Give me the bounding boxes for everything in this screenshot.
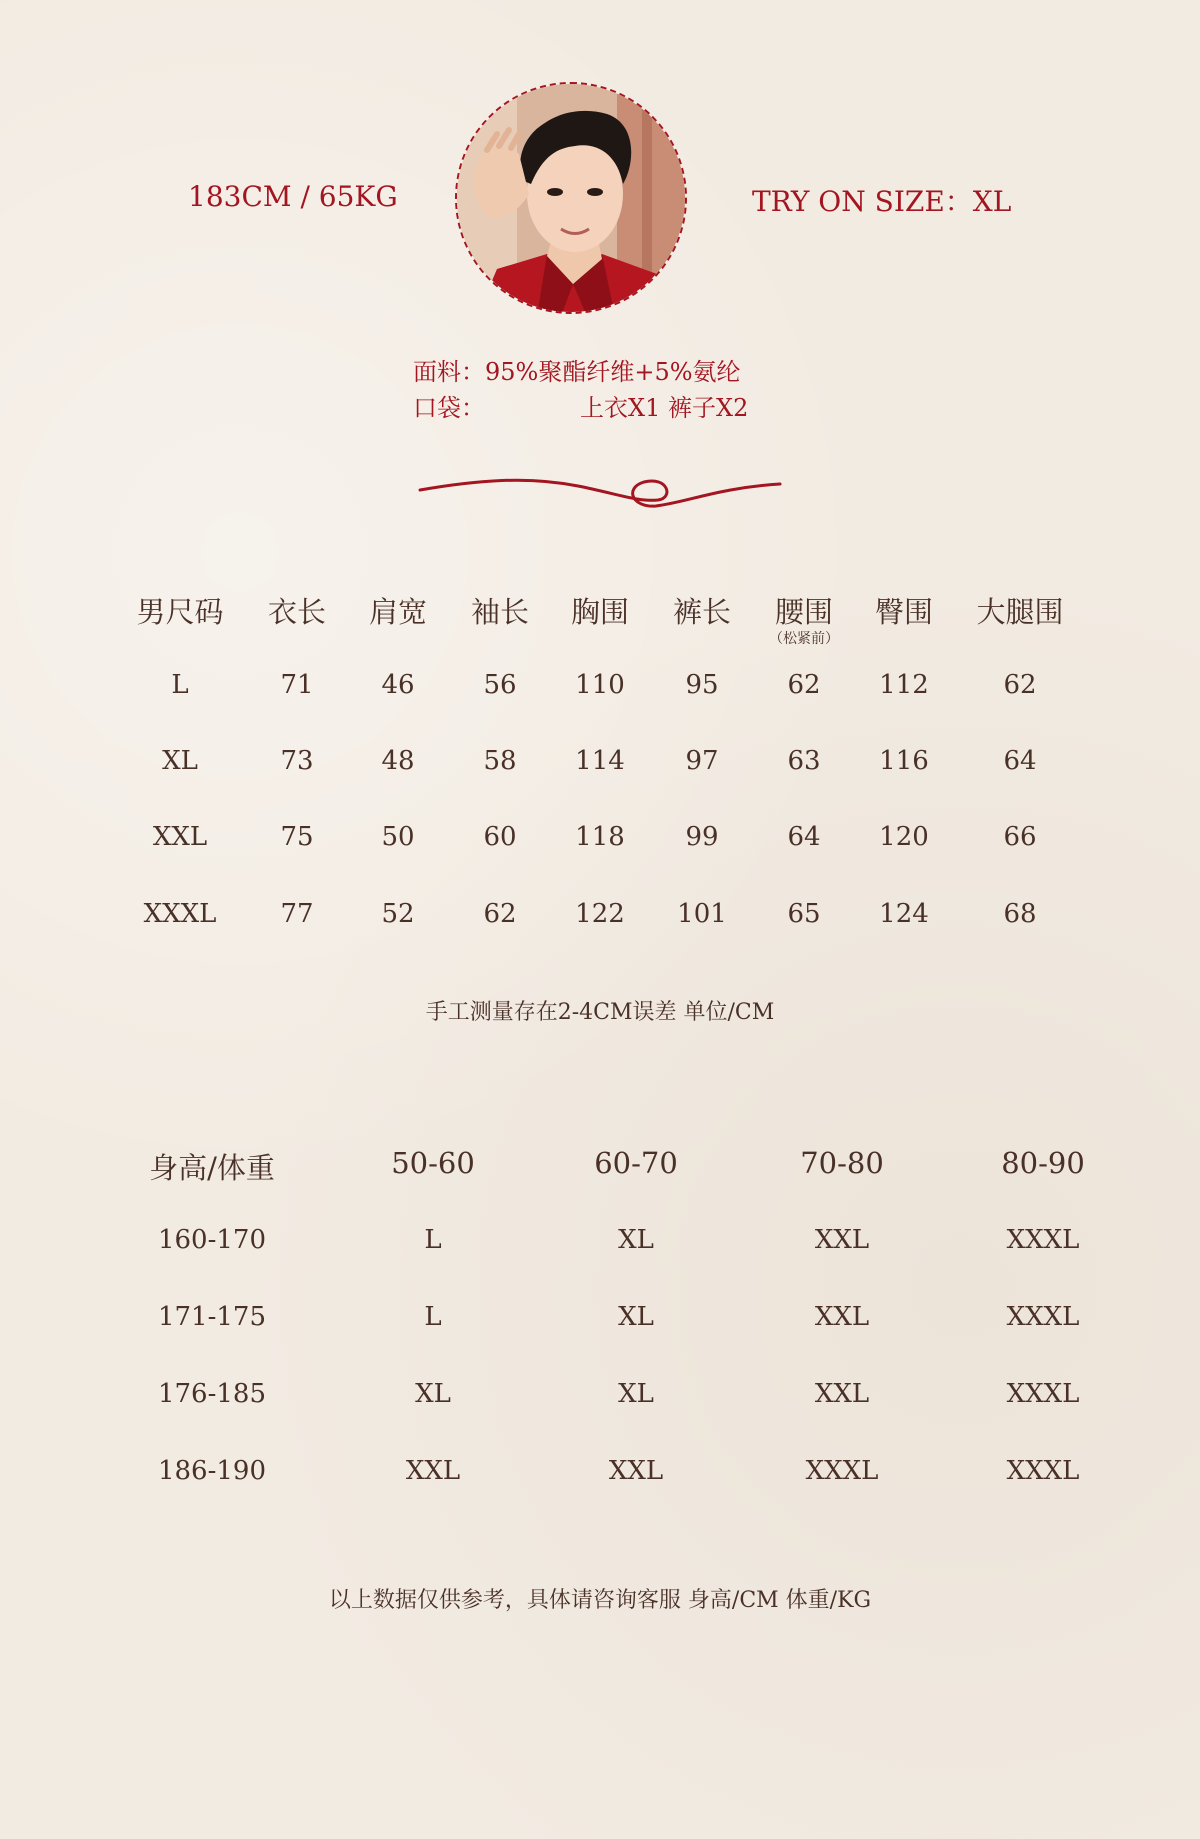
measure-note: 手工测量存在2-4CM误差 单位/CM	[425, 1000, 775, 1025]
flourish-divider	[418, 466, 782, 510]
recommend-cell-r0-c0: 160-170	[157, 1225, 267, 1255]
fabric-composition: 面料：95%聚酯纤维+5%氨纶	[413, 358, 741, 386]
size-cell-r1-c0: XL	[162, 746, 198, 776]
size-cell-r2-c5: 99	[685, 822, 719, 852]
size-cell-r0-c8: 62	[1003, 670, 1037, 700]
size-header-2: 肩宽	[368, 595, 428, 629]
recommend-cell-r3-c2: XXL	[608, 1456, 664, 1486]
recommend-cell-r3-c1: XXL	[405, 1456, 461, 1486]
recommend-header-1: 50-60	[391, 1146, 475, 1180]
recommend-cell-r1-c2: XL	[618, 1302, 654, 1332]
model-avatar	[455, 82, 687, 314]
size-header-1: 衣长	[267, 595, 327, 629]
size-cell-r1-c5: 97	[685, 746, 719, 776]
size-cell-r2-c8: 66	[1003, 822, 1037, 852]
size-cell-r2-c6: 64	[787, 822, 821, 852]
size-cell-r1-c7: 116	[879, 746, 929, 776]
size-header-5: 裤长	[672, 595, 732, 629]
size-cell-r0-c2: 46	[381, 670, 415, 700]
size-cell-r3-c0: XXXL	[143, 899, 217, 929]
recommend-header-4: 80-90	[1001, 1146, 1085, 1180]
recommend-cell-r1-c0: 171-175	[157, 1302, 267, 1332]
size-cell-r2-c7: 120	[879, 822, 929, 852]
recommend-cell-r1-c3: XXL	[814, 1302, 870, 1332]
size-cell-r1-c6: 63	[787, 746, 821, 776]
size-cell-r1-c8: 64	[1003, 746, 1037, 776]
try-on-size: TRY ON SIZE：XL	[752, 185, 1012, 218]
size-header-7: 臀围	[874, 595, 934, 629]
size-cell-r3-c4: 122	[575, 899, 625, 929]
size-cell-r0-c0: L	[171, 670, 189, 700]
size-cell-r0-c4: 110	[575, 670, 625, 700]
size-cell-r3-c7: 124	[879, 899, 929, 929]
size-cell-r1-c1: 73	[280, 746, 314, 776]
size-cell-r2-c0: XXL	[152, 822, 208, 852]
recommend-cell-r3-c4: XXXL	[1006, 1456, 1080, 1486]
recommend-cell-r2-c1: XL	[415, 1379, 451, 1409]
size-cell-r3-c3: 62	[483, 899, 517, 929]
recommend-cell-r0-c3: XXL	[814, 1225, 870, 1255]
size-header-3: 袖长	[470, 595, 530, 629]
size-cell-r0-c3: 56	[483, 670, 517, 700]
size-header-0: 男尺码	[136, 595, 224, 629]
size-header-4: 胸围	[570, 595, 630, 629]
size-cell-r0-c7: 112	[879, 670, 929, 700]
size-cell-r3-c1: 77	[280, 899, 314, 929]
size-cell-r2-c3: 60	[483, 822, 517, 852]
pocket-label: 口袋：	[413, 394, 485, 422]
recommend-cell-r0-c4: XXXL	[1006, 1225, 1080, 1255]
size-cell-r2-c1: 75	[280, 822, 314, 852]
size-cell-r0-c6: 62	[787, 670, 821, 700]
pocket-value: 上衣X1 裤子X2	[580, 394, 749, 422]
size-cell-r0-c1: 71	[280, 670, 314, 700]
recommend-cell-r3-c3: XXXL	[805, 1456, 879, 1486]
size-cell-r3-c6: 65	[787, 899, 821, 929]
waist-note: （松紧前）	[769, 631, 839, 647]
model-stats: 183CM / 65KG	[188, 180, 398, 213]
recommend-cell-r0-c2: XL	[618, 1225, 654, 1255]
size-cell-r1-c2: 48	[381, 746, 415, 776]
size-cell-r2-c2: 50	[381, 822, 415, 852]
recommend-cell-r2-c3: XXL	[814, 1379, 870, 1409]
size-cell-r1-c4: 114	[575, 746, 625, 776]
recommend-cell-r1-c1: L	[424, 1302, 442, 1332]
size-cell-r3-c8: 68	[1003, 899, 1037, 929]
recommend-note: 以上数据仅供参考，具体请咨询客服 身高/CM 体重/KG	[328, 1588, 872, 1613]
size-header-8: 大腿围	[976, 595, 1064, 629]
size-cell-r3-c5: 101	[677, 899, 727, 929]
size-header-6: 腰围	[774, 595, 834, 629]
recommend-cell-r1-c4: XXXL	[1006, 1302, 1080, 1332]
recommend-cell-r0-c1: L	[424, 1225, 442, 1255]
size-cell-r3-c2: 52	[381, 899, 415, 929]
size-cell-r1-c3: 58	[483, 746, 517, 776]
recommend-header-2: 60-70	[594, 1146, 678, 1180]
recommend-header-3: 70-80	[800, 1146, 884, 1180]
recommend-cell-r2-c2: XL	[618, 1379, 654, 1409]
recommend-cell-r2-c0: 176-185	[157, 1379, 267, 1409]
size-cell-r0-c5: 95	[685, 670, 719, 700]
recommend-cell-r2-c4: XXXL	[1006, 1379, 1080, 1409]
recommend-cell-r3-c0: 186-190	[157, 1456, 267, 1486]
size-cell-r2-c4: 118	[575, 822, 625, 852]
recommend-header-0: 身高/体重	[149, 1151, 275, 1185]
